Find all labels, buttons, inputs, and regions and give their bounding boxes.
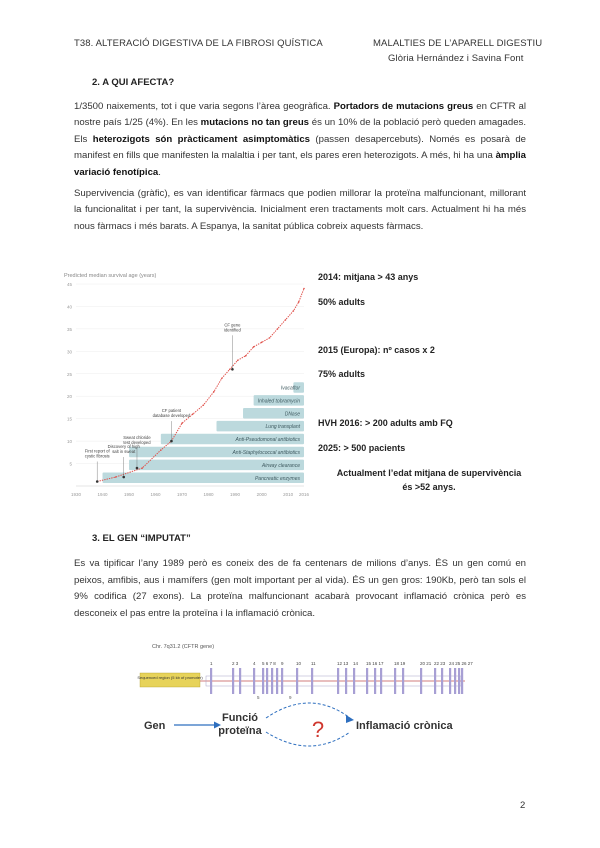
side-note-2014: 2014: mitjana > 43 anys (318, 272, 419, 282)
exon-label-1: 2 3 (232, 661, 239, 666)
y-tick-10: 10 (66, 439, 72, 445)
side-note-hvh-2016: HVH 2016: > 200 adults amb FQ (318, 418, 453, 428)
annotation-label-0: CF gene identified (224, 322, 241, 333)
sub-label-9: 9 (289, 695, 292, 700)
annotation-label-4: First report of cystic fibrosis (84, 448, 110, 459)
exon-label-9: 15 16 17 (366, 661, 384, 666)
x-tick-2016: 2016 (298, 492, 310, 497)
exon-3-0 (262, 668, 264, 694)
exon-label-12: 22 23 (434, 661, 446, 666)
annotation-dot-0 (231, 368, 234, 371)
annotation-dot-1 (170, 440, 173, 443)
flow-funcio: Funció (221, 712, 259, 724)
annotation-label-2: Sweat chloride test developed (123, 435, 151, 446)
section-3-heading: 3. EL GEN “IMPUTAT” (92, 533, 191, 544)
annotation-label-3: Discovery of high salt in sweat (107, 444, 140, 455)
y-tick-20: 20 (66, 394, 72, 400)
survival-point-11 (237, 360, 239, 362)
cftr-gene-figure (137, 636, 473, 756)
survival-point-14 (261, 342, 263, 344)
treatment-label-2: DNase (284, 411, 300, 418)
exon-10-0 (394, 668, 396, 694)
header-authors: Glòria Hernández i Savina Font (388, 53, 524, 64)
y-tick-45: 45 (66, 282, 72, 287)
exon-7-0 (337, 668, 339, 694)
flow-gen: Gen (144, 720, 166, 732)
exon-10-1 (402, 668, 404, 694)
x-tick-1990: 1990 (230, 492, 241, 497)
exon-3-1 (266, 668, 268, 694)
treatment-label-6: Airway clearance (261, 462, 300, 469)
exon-label-13: 24 25 26 27 (449, 661, 473, 666)
exon-label-4: 9 (281, 661, 284, 666)
side-note-2025: 2025: > 500 pacients (318, 443, 406, 453)
exon-labels (210, 661, 473, 666)
annotation-dot-3 (122, 476, 125, 479)
flow-dashed-bottom (266, 732, 350, 746)
exon-label-0: 1 (210, 661, 213, 666)
exon-0-0 (210, 668, 212, 694)
survival-point-7 (202, 404, 204, 406)
exon-11-0 (420, 668, 422, 694)
exon-8-0 (353, 668, 355, 694)
treatment-label-5: Anti-Staphylococcal antibiotics (232, 450, 300, 456)
side-note-2015: 2015 (Europa): nº casos x 2 (318, 345, 435, 355)
treatment-label-4: Anti-Pseudomonal antibiotics (235, 437, 300, 444)
survival-point-10 (229, 368, 231, 370)
exon-12-1 (441, 668, 443, 694)
flow-inflamacio: Inflamació crònica (356, 720, 453, 732)
chart-annotations (85, 322, 242, 483)
y-tick-5: 5 (69, 461, 72, 467)
exon-1-0 (232, 668, 234, 694)
exon-9-2 (380, 668, 382, 694)
survival-point-2 (141, 467, 143, 469)
flow-proteina: proteïna (218, 725, 262, 737)
exon-4-0 (281, 668, 283, 694)
survival-point-13 (253, 346, 255, 348)
exon-5-0 (296, 668, 298, 694)
treatment-label-7: Pancreatic enzymes (254, 475, 300, 482)
exon-3-3 (276, 668, 278, 694)
header-title: T38. ALTERACIÓ DIGESTIVA DE LA FIBROSI QUÍSTICA (74, 38, 323, 49)
survival-point-8 (213, 391, 215, 393)
exon-label-2: 4 (253, 661, 256, 666)
survival-point-12 (245, 355, 247, 357)
annotation-label-1: CF patient database developed (152, 408, 191, 419)
exon-13-3 (461, 668, 463, 694)
treatment-label-3: Lung transplant (265, 424, 300, 431)
y-tick-40: 40 (66, 304, 72, 310)
survival-point-5 (181, 422, 183, 424)
treatment-label-1: Inhaled tobramycin (257, 398, 300, 405)
exon-label-7: 12 13 (337, 661, 349, 666)
exon-9-1 (374, 668, 376, 694)
y-tick-30: 30 (66, 349, 72, 355)
exon-7-1 (345, 668, 347, 694)
exon-label-6: 11 (311, 661, 316, 666)
side-note-adults-50: 50% adults (318, 297, 366, 307)
exon-label-8: 14 (353, 661, 359, 666)
exon-label-11: 20 21 (420, 661, 432, 666)
survival-point-15 (269, 337, 271, 339)
x-tick-2000: 2000 (256, 492, 267, 497)
annotation-dot-4 (96, 480, 99, 483)
exon-12-0 (434, 668, 436, 694)
x-tick-1960: 1960 (150, 492, 161, 497)
survival-point-18 (293, 310, 295, 312)
section-2-paragraph-1: 1/3500 naixements, tot i que varia segons l’àrea geogràfica. Portadors de mutacions greus en CFTR al nostre país 1/25 (4%). En les mutacions no tan greus és un 10% de la població però queden amagades. Els heterozigots són pràcticament asimptomàtics (passen desapercebuts). Només es posarà de manifest en fills que manifesten la malaltia i per tant, els pares eren heterozigots. A més, hi ha una àmplia variació fenotípica. (74, 101, 526, 178)
exon-label-3: 5 6 7 8 (262, 661, 276, 666)
exon-2-0 (253, 668, 255, 694)
y-tick-25: 25 (66, 371, 72, 377)
section-2-paragraph-2: Supervivencia (gràfic), es van identificar fàrmacs que podien millorar la proteïna malfuncionant, millorant la funcionalitat i per tant, la supervivència. Inicialment eren tractaments molt cars. Actualment hi ha més nous fàrmacs i més barats. A Espanya, la sanitat pública cobreix aquests fàrmacs. (74, 188, 526, 232)
survival-point-1 (115, 476, 117, 478)
x-tick-1980: 1980 (203, 492, 214, 497)
exon-13-1 (454, 668, 456, 694)
exon-13-2 (458, 668, 460, 694)
sequenced-region-label: Sequenced region (5 kb of promoter) (137, 675, 203, 680)
survival-point-6 (192, 413, 194, 415)
survival-point-17 (285, 319, 287, 321)
exon-label-5: 10 (296, 661, 302, 666)
x-tick-1930: 1930 (70, 492, 82, 497)
exon-6-0 (311, 668, 313, 694)
x-tick-1950: 1950 (124, 492, 135, 497)
chart-title: Predicted median survival age (years) (64, 273, 157, 279)
y-tick-35: 35 (66, 326, 72, 332)
flow-question-mark: ? (311, 717, 325, 742)
exon-3-2 (271, 668, 273, 694)
exon-label-10: 18 19 (394, 661, 406, 666)
flow-arrow-2-head (346, 715, 354, 723)
survival-point-9 (221, 377, 223, 379)
chr-label: Chr. 7q31.2 (CFTR gene) (152, 644, 215, 650)
survival-point-20 (303, 288, 305, 290)
page-number: 2 (520, 800, 526, 811)
survival-chart (62, 268, 312, 500)
survival-point-19 (298, 301, 300, 303)
exon-9-0 (366, 668, 368, 694)
treatment-label-0: Ivacaftor (280, 385, 300, 392)
annotation-dot-2 (136, 467, 139, 470)
exon-13-0 (449, 668, 451, 694)
side-note-adults-75: 75% adults (318, 369, 366, 379)
x-tick-2010: 2010 (283, 492, 294, 497)
section-3-paragraph-1: Es va tipificar l’any 1989 però es coneix des de fa centenars de milions d’anys. ÉS un gen comú en peixos, amfibis, aus i mamífers (gen molt important per al vida). ÉS un gen gros: 190Kb, però tan sols el 9% codifica (27 exons). La proteïna malfuncionant acabarà provocant inflamació crònica però es desconeix el pas entre la proteïna i la inflamació crònica. (74, 558, 526, 619)
y-tick-15: 15 (66, 416, 72, 422)
exon-1-1 (239, 668, 241, 694)
x-tick-1940: 1940 (97, 492, 108, 497)
sub-label-5: 5 (257, 695, 260, 700)
section-2-heading: 2. A QUI AFECTA? (92, 77, 175, 88)
treatment-bars (103, 382, 304, 483)
x-tick-1970: 1970 (177, 492, 188, 497)
flow-dashed-top (266, 703, 350, 718)
header-subject: MALALTIES DE L’APARELL DIGESTIU (373, 38, 543, 49)
side-note-current: Actualment l’edat mitjana de supervivència és >52 anys. (336, 468, 522, 492)
survival-point-16 (277, 328, 279, 330)
survival-point-3 (160, 449, 162, 451)
